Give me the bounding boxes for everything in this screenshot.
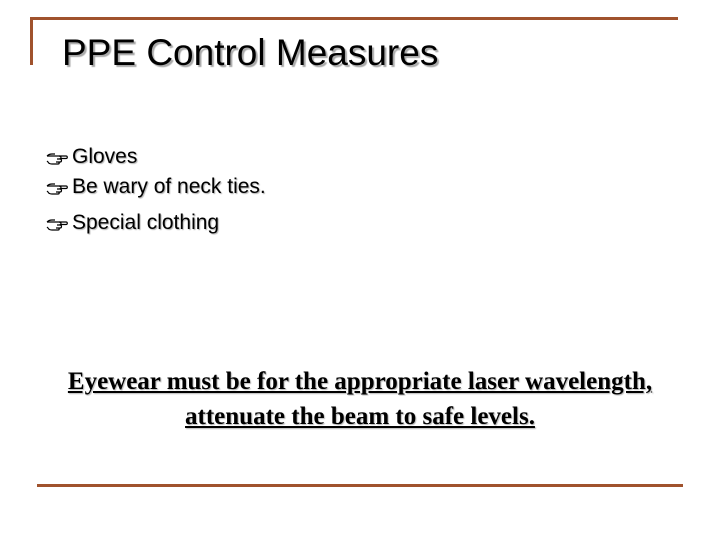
slide-title: PPE Control Measures [62, 32, 439, 73]
bullet-item-special-clothing [46, 210, 266, 236]
bullet-item-gloves [46, 144, 266, 170]
bullet-item-neck-ties [46, 174, 266, 200]
pointing-hand-icon [46, 217, 68, 231]
frame-left-rule [30, 17, 33, 65]
frame-bottom-rule [37, 484, 683, 487]
bullet-label: Be wary of neck ties. [72, 175, 266, 198]
eyewear-note: Eyewear must be for the appropriate laser wavelength, attenuate the beam to safe levels. [67, 368, 653, 430]
bullet-label: Special clothing [72, 211, 220, 234]
pointing-hand-icon [46, 181, 68, 195]
bullet-list [46, 144, 266, 240]
pointing-hand-icon [46, 151, 68, 165]
bullet-label: Gloves [72, 145, 138, 168]
frame-top-rule [30, 17, 678, 20]
